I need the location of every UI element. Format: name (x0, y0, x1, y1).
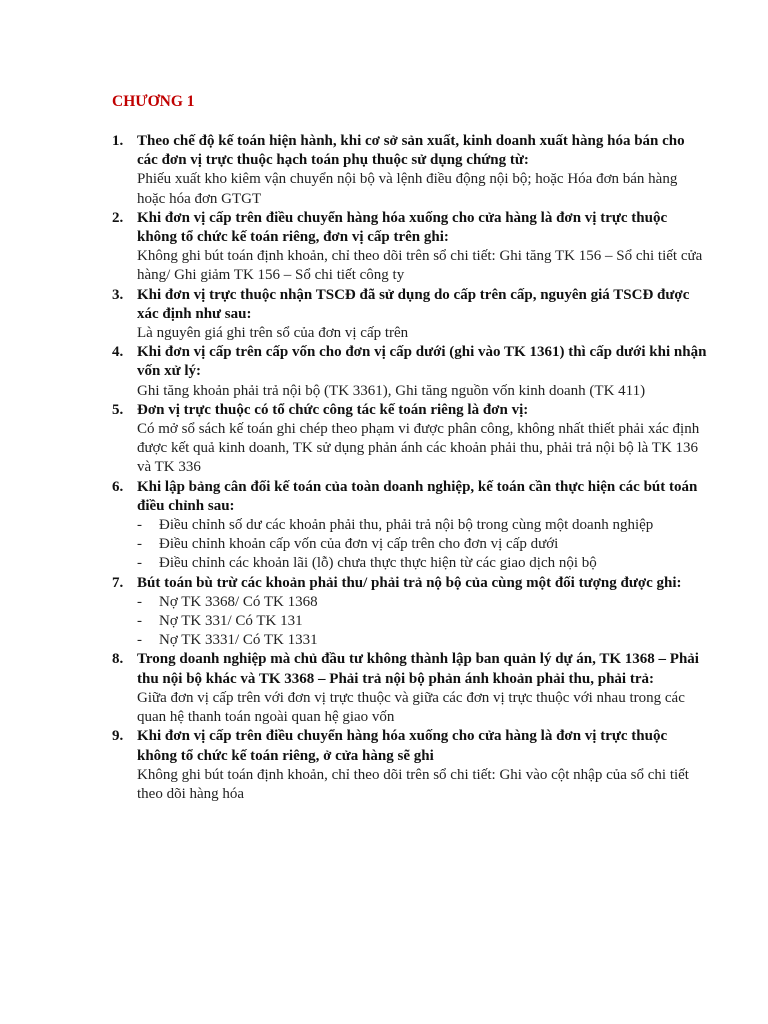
question-number: 4. (112, 344, 124, 361)
question-item (112, 574, 708, 651)
question-text: Khi đơn vị cấp trên cấp vốn cho đơn vị cấp dưới (ghi vào TK 1361) thì cấp dưới khi nhận vốn xử lý: (137, 344, 707, 380)
question-number: 7. (112, 574, 124, 591)
answer-list-item (137, 631, 708, 650)
answer-text: Có mở sổ sách kế toán ghi chép theo phạm vi được phân công, không nhất thiết phải xác định được kết quả kinh doanh, TK sử dụng phản ánh các khoản phải thu, phải trả nội bộ là TK 136 và TK 336 (137, 421, 700, 476)
question-number: 9. (112, 728, 124, 745)
question-list (112, 132, 708, 804)
answer-list-item (137, 593, 708, 612)
dash-bullet-icon: - (137, 613, 142, 630)
answer-list-item (137, 612, 708, 631)
question-item (112, 478, 708, 574)
dash-bullet-icon: - (137, 517, 142, 534)
dash-bullet-icon: - (137, 593, 142, 610)
dash-bullet-icon: - (137, 555, 142, 572)
question-text: Bút toán bù trừ các khoản phải thu/ phải trả nộ bộ của cùng một đối tượng được ghi: (137, 574, 682, 591)
answer-list-item (137, 516, 708, 535)
question-item (112, 727, 708, 804)
answer-text: Không ghi bút toán định khoản, chỉ theo dõi trên sổ chi tiết: Ghi vào cột nhập của sổ chi tiết theo dõi hàng hóa (137, 766, 689, 802)
answer-list-item-text: Nợ TK 331/ Có TK 131 (159, 613, 303, 630)
question-number: 6. (112, 478, 124, 495)
answer-list (137, 516, 708, 574)
answer-text: Phiếu xuất kho kiêm vận chuyển nội bộ và lệnh điều động nội bộ; hoặc Hóa đơn bán hàng hoặc hóa đơn GTGT (137, 171, 678, 207)
answer-text: Không ghi bút toán định khoản, chỉ theo dõi trên sổ chi tiết: Ghi tăng TK 156 – Sổ chi tiết cửa hàng/ Ghi giảm TK 156 – Sổ chi tiết công ty (137, 248, 703, 284)
answer-list-item-text: Nợ TK 3331/ Có TK 1331 (159, 632, 318, 649)
question-text: Đơn vị trực thuộc có tổ chức công tác kế toán riêng là đơn vị: (137, 401, 529, 418)
question-item (112, 132, 708, 209)
question-text: Khi đơn vị cấp trên điều chuyển hàng hóa xuống cho cửa hàng là đơn vị trực thuộc không tổ chức kế toán riêng, đơn vị cấp trên ghi: (137, 209, 668, 246)
answer-text: Giữa đơn vị cấp trên với đơn vị trực thuộc và giữa các đơn vị trực thuộc với nhau trong các quan hệ thanh toán ngoài quan hệ giao vốn (137, 689, 685, 726)
question-text: Trong doanh nghiệp mà chủ đầu tư không thành lập ban quản lý dự án, TK 1368 – Phải thu nội bộ khác và TK 3368 – Phải trả nội bộ phản ánh khoản phải thu, phải trả: (137, 651, 699, 687)
question-number: 2. (112, 209, 124, 226)
question-text: Khi đơn vị trực thuộc nhận TSCĐ đã sử dụng do cấp trên cấp, nguyên giá TSCĐ được xác định như sau: (137, 286, 690, 322)
answer-list-item-text: Nợ TK 3368/ Có TK 1368 (159, 593, 318, 610)
question-item (112, 650, 708, 727)
question-number: 3. (112, 286, 124, 303)
question-text: Khi lập bảng cân đối kế toán của toàn doanh nghiệp, kế toán cần thực hiện các bút toán điều chỉnh sau: (137, 478, 698, 514)
question-number: 8. (112, 651, 124, 668)
question-text: Khi đơn vị cấp trên điều chuyển hàng hóa xuống cho cửa hàng là đơn vị trực thuộc không tổ chức kế toán riêng, ở cửa hàng sẽ ghi (137, 728, 668, 764)
dash-bullet-icon: - (137, 536, 142, 553)
dash-bullet-icon: - (137, 632, 142, 649)
question-number: 5. (112, 401, 124, 418)
question-item (112, 401, 708, 478)
answer-list-item (137, 535, 708, 554)
answer-list-item-text: Điều chỉnh số dư các khoản phải thu, phải trả nội bộ trong cùng một doanh nghiệp (159, 517, 654, 534)
question-text: Theo chế độ kế toán hiện hành, khi cơ sở sản xuất, kinh doanh xuất hàng hóa bán cho các đơn vị trực thuộc hạch toán phụ thuộc sử dụng chứng từ: (137, 133, 685, 169)
answer-text: Ghi tăng khoản phải trả nội bộ (TK 3361), Ghi tăng nguồn vốn kinh doanh (TK 411) (137, 382, 646, 399)
answer-list-item-text: Điều chỉnh các khoản lãi (lỗ) chưa thực thực hiện từ các giao dịch nội bộ (159, 555, 597, 572)
answer-list-item-text: Điều chỉnh khoản cấp vốn của đơn vị cấp trên cho đơn vị cấp dưới (159, 536, 559, 553)
answer-list (137, 593, 708, 651)
answer-text: Là nguyên giá ghi trên sổ của đơn vị cấp trên (137, 325, 409, 342)
question-number: 1. (112, 133, 124, 149)
question-item (112, 209, 708, 286)
answer-list-item (137, 554, 708, 573)
question-item (112, 343, 708, 401)
chapter-title: CHƯƠNG 1 (112, 93, 195, 110)
question-item (112, 286, 708, 344)
